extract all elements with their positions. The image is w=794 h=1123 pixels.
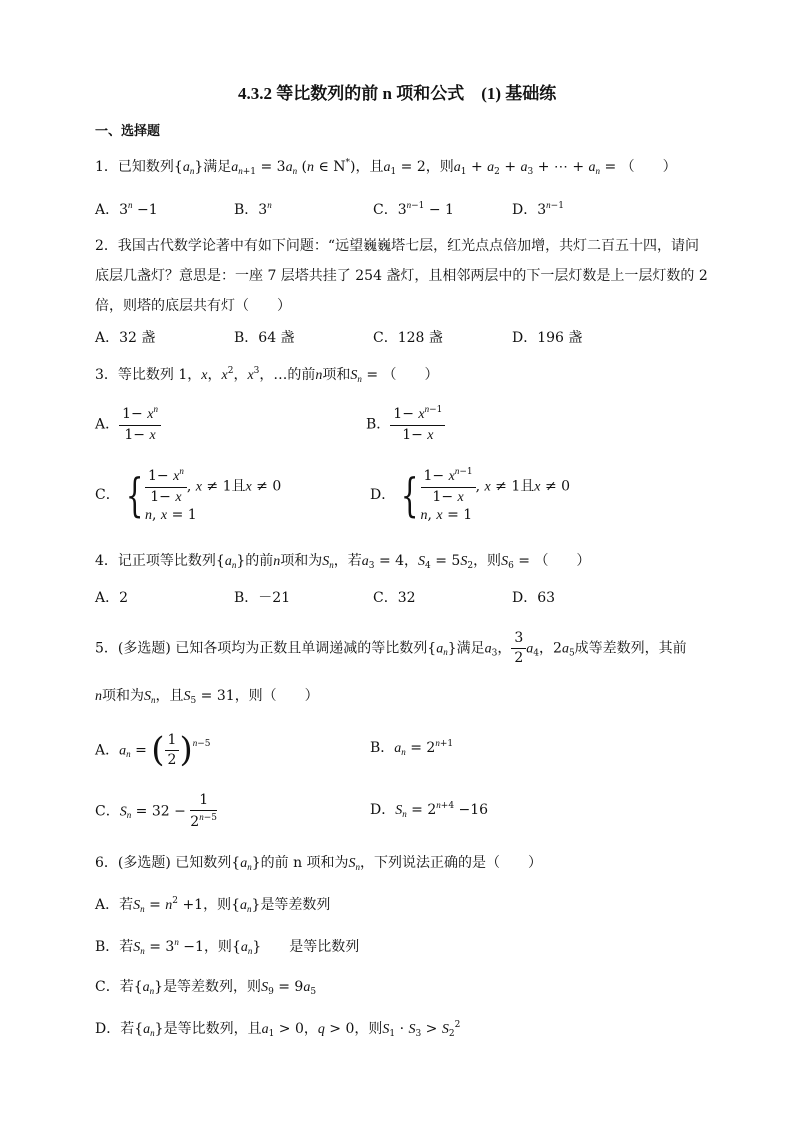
question-2-option-b[interactable]: B．64 盏 bbox=[234, 330, 295, 346]
question-5-option-b[interactable]: B．$a_n = 2^{n+1}$ bbox=[370, 738, 454, 757]
page-title: 4.3.2 等比数列的前 n 项和公式 (1) 基础练 bbox=[238, 84, 557, 103]
question-4-option-b[interactable]: B．－21 bbox=[234, 590, 291, 606]
question-5-stem-line-1: 5．(多选题) 已知各项均为正数且单调递减的等比数列$\{a_n\}$满足$a_3$， $\frac{3}{2}$ $a_4$，$2a_5$成等差数列，其前 bbox=[95, 630, 687, 666]
question-5-stem-line-2: n项和为$S_n$，且$S_5 = 31$，则（ ） bbox=[95, 688, 319, 706]
question-2-option-c[interactable]: C．128 盏 bbox=[373, 330, 443, 346]
question-3-option-c[interactable]: C． { $\frac{1- x^n}{1- x}$ , x ≠ 1且x ≠ 0 n, x = 1 bbox=[95, 466, 282, 523]
question-5-option-d[interactable]: D．$S_n = 2^{n+4} -16$ bbox=[370, 800, 489, 819]
question-6-option-d[interactable]: D．若$\{a_n\}$是等比数列，且$a_1 > 0$，q > 0，则$S_1 \cdot S_3 > S_2^2$ bbox=[95, 1020, 461, 1039]
question-4-stem: 4．记正项等比数列$\{a_n\}$的前n项和为$S_n$，若$a_3 = 4$，$S_4 = 5S_2$，则$S_6$ = （ ） bbox=[95, 553, 591, 571]
question-2-option-a[interactable]: A．32 盏 bbox=[95, 330, 156, 346]
question-1-option-c[interactable]: C．$3^{n-1} - 1$ bbox=[373, 200, 454, 218]
question-6-stem: 6．(多选题) 已知数列$\{a_n\}$的前 n 项和为$S_n$，下列说法正确的是（ ） bbox=[95, 855, 543, 872]
question-5-option-a[interactable]: A．$a_n$ = ( $\frac{1}{2}$ )$^{n-5}$ bbox=[95, 730, 211, 770]
section-heading: 一、选择题 bbox=[95, 124, 161, 139]
question-3-option-a[interactable]: A． $\frac{1- x^n}{1- x}$ bbox=[95, 404, 161, 445]
question-2-option-d[interactable]: D．196 盏 bbox=[512, 330, 583, 346]
question-1-option-d[interactable]: D．$3^{n-1}$ bbox=[512, 200, 564, 218]
question-2-line-3: 倍，则塔的底层共有灯（ ） bbox=[95, 298, 291, 314]
question-3-option-b[interactable]: B． $\frac{1- x^{n-1}}{1- x}$ bbox=[366, 404, 445, 445]
question-6-option-b[interactable]: B．若$S_n = 3^n -1$，则$\{a_n\}$ 是等比数列 bbox=[95, 937, 360, 956]
question-1-option-b[interactable]: B．3$^n$ bbox=[234, 200, 272, 218]
question-5-option-c[interactable]: C．$S_n = 32$ − $\frac{1}{2^{n-5}}$ bbox=[95, 792, 217, 830]
question-6-option-a[interactable]: A．若$S_n = n^2 +1$，则$\{a_n\}$是等差数列 bbox=[95, 896, 331, 914]
question-4-option-c[interactable]: C．32 bbox=[373, 590, 416, 606]
question-2-line-1: 2．我国古代数学论著中有如下问题：“远望巍巍塔七层，红光点点倍加增，共灯二百五十四，请问 bbox=[95, 238, 700, 254]
question-1-option-a[interactable]: A．$3^n -1$ bbox=[95, 200, 158, 218]
question-2-line-2: 底层几盏灯？意思是：一座 7 层塔共挂了 254 盏灯，且相邻两层中的下一层灯数是上一层灯数的 2 bbox=[95, 268, 708, 284]
question-1-stem: 1．已知数列$\{a_n\}$满足$a_{n+1} = 3a_n$ (n ∈ N*)，且$a_1 = 2$，则$a_1 + a_2 + a_3$ + ⋯ + $a_n$ = （ ） bbox=[95, 158, 677, 177]
question-3-stem: 3．等比数列 1，x，$x^2$，$x^3$，…的前n项和$S_n$ = （ ） bbox=[95, 366, 439, 384]
question-4-option-d[interactable]: D．63 bbox=[512, 590, 556, 606]
question-4-option-a[interactable]: A．2 bbox=[95, 590, 129, 606]
question-3-option-d[interactable]: D． { $\frac{1- x^{n-1}}{1- x}$ , x ≠ 1且x ≠ 0 n, x = 1 bbox=[370, 466, 571, 523]
question-6-option-c[interactable]: C．若$\{a_n\}$是等差数列，则$S_9 = 9a_5$ bbox=[95, 979, 317, 997]
